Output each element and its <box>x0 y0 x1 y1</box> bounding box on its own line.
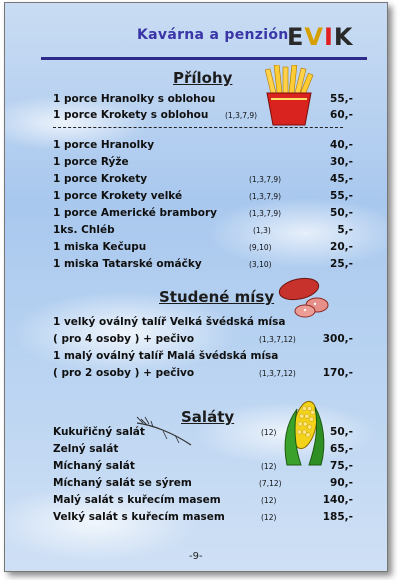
menu-row: 1 porce Rýže 30,- <box>53 156 353 168</box>
menu-row: Malý salát s kuřecím masem (12) 140,- <box>53 494 353 506</box>
menu-row: Velký salát s kuřecím masem (12) 185,- <box>53 511 353 523</box>
fries-icon <box>261 65 317 127</box>
evik-logo: EVIK <box>287 23 354 51</box>
menu-row: 1 porce Hranolky 40,- <box>53 139 353 151</box>
menu-row: 1 miska Kečupu (9,10) 20,- <box>53 241 353 253</box>
section-title-prilohy: Přílohy <box>173 69 233 87</box>
menu-row: 1 miska Tatarské omáčky (3,10) 25,- <box>53 258 353 270</box>
menu-page <box>4 2 388 572</box>
header-rule <box>41 57 367 60</box>
cafe-name: Kavárna a penzión <box>137 27 289 43</box>
menu-row: 1ks. Chléb (1,3) 5,- <box>53 224 353 236</box>
menu-row: Kukuřičný salát (12) 50,- <box>53 426 353 438</box>
section-title-studene: Studené mísy <box>159 288 275 306</box>
menu-row: 1 porce Americké brambory (1,3,7,9) 50,- <box>53 207 353 219</box>
section-divider <box>53 127 343 128</box>
page-number: -9- <box>189 551 203 562</box>
menu-row: Míchaný salát se sýrem (7,12) 90,- <box>53 477 353 489</box>
menu-row: 1 porce Hranolky s oblohou 55,- <box>53 93 353 105</box>
menu-row: 1 porce Krokety (1,3,7,9) 45,- <box>53 173 353 185</box>
menu-row: ( pro 2 osoby ) + pečivo (1,3,7,12) 170,- <box>53 367 353 379</box>
menu-row: Zelný salát 65,- <box>53 443 353 455</box>
section-title-salaty: Saláty <box>181 408 235 426</box>
menu-row: ( pro 4 osoby ) + pečivo (1,3,7,12) 300,- <box>53 333 353 345</box>
menu-row: 1 porce Krokety s oblohou (1,3,7,9) 60,- <box>53 109 353 121</box>
salami-icon <box>275 275 333 319</box>
menu-row: Míchaný salát (12) 75,- <box>53 460 353 472</box>
menu-row: 1 malý oválný talíř Malá švédská mísa <box>53 350 279 362</box>
menu-row: 1 velký oválný talíř Velká švédská mísa <box>53 316 286 328</box>
menu-row: 1 porce Krokety velké (1,3,7,9) 55,- <box>53 190 353 202</box>
